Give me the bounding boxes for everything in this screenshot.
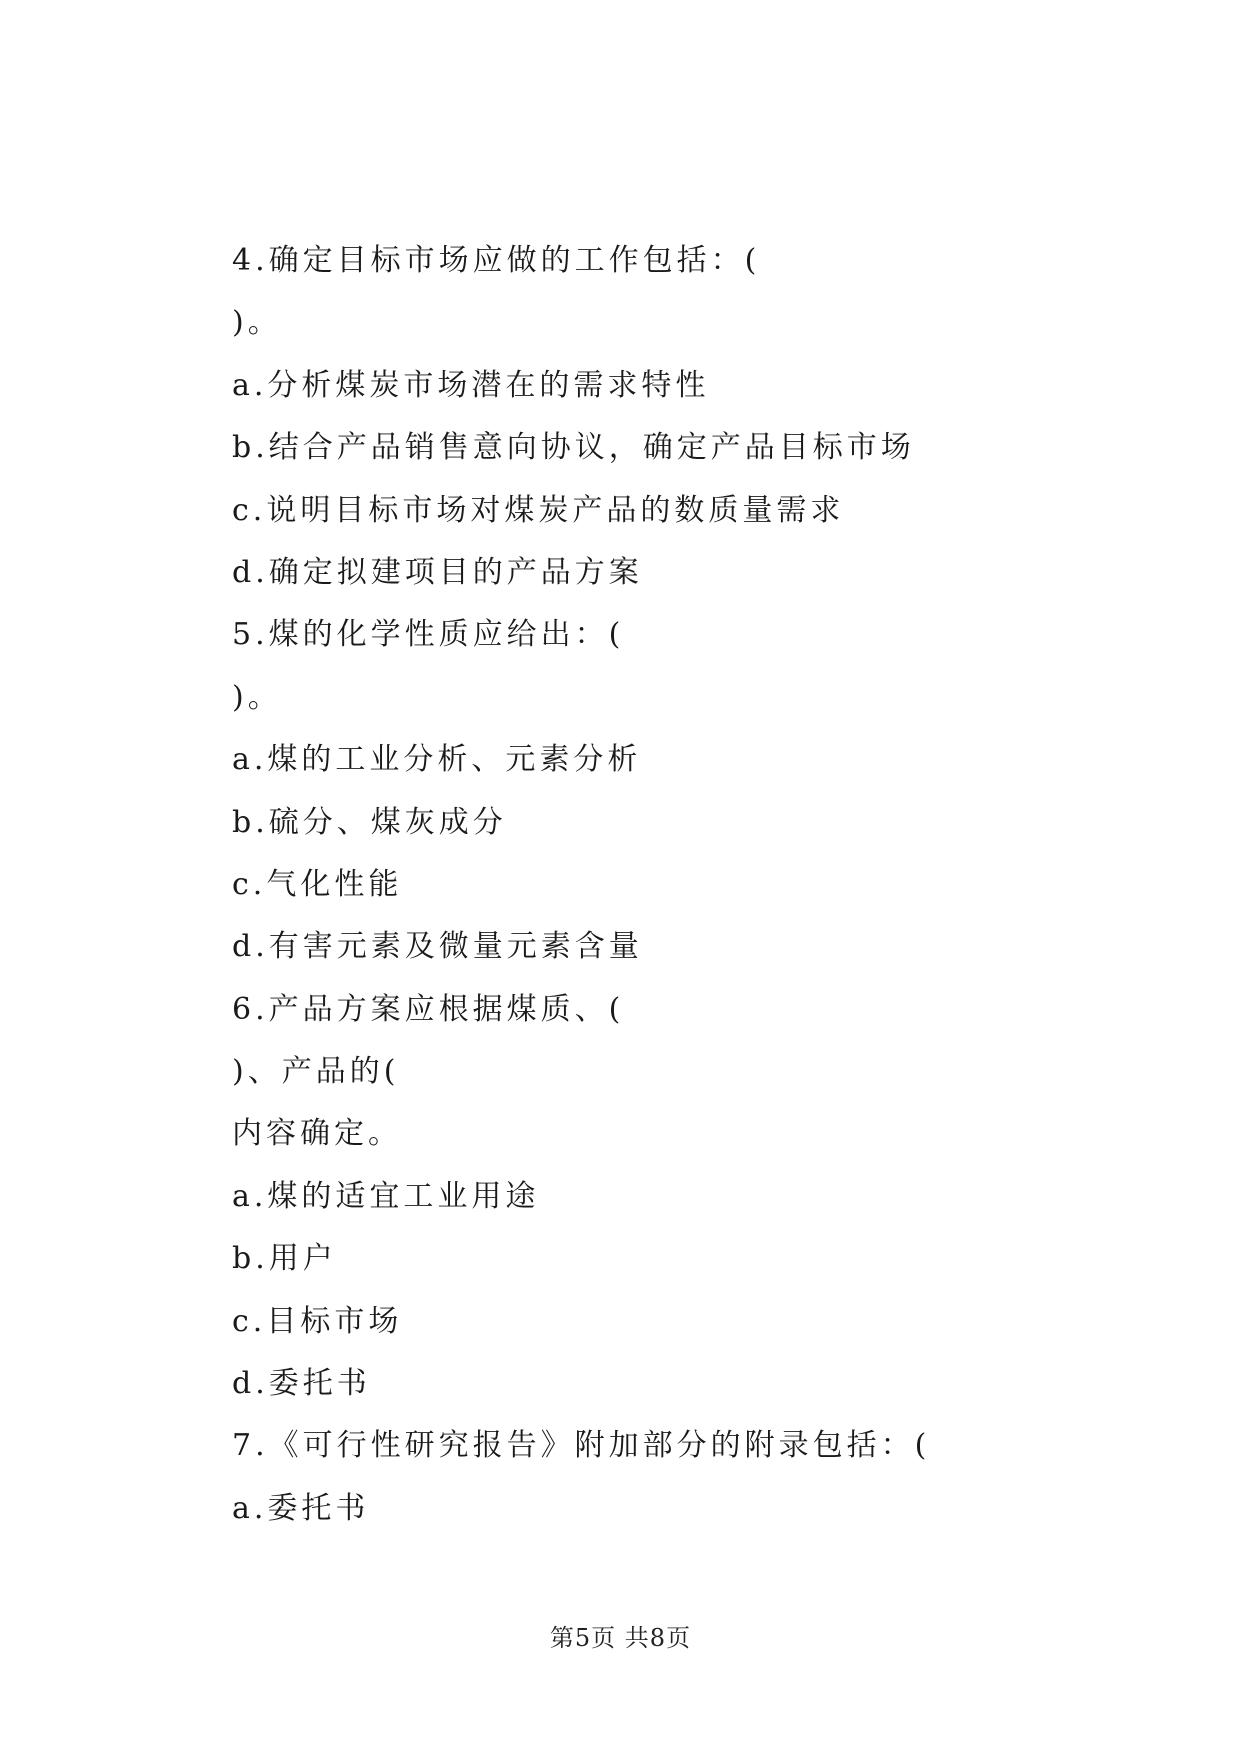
question-6-option-c: c.目标市场: [232, 1303, 403, 1339]
question-7-stem: 7.《可行性研究报告》附加部分的附录包括：(: [232, 1428, 931, 1464]
question-7-option-a: a.委托书: [232, 1490, 370, 1526]
question-4-stem: 4.确定目标市场应做的工作包括：(: [232, 243, 761, 278]
question-5-option-b: b.硫分、煤灰成分: [232, 804, 507, 840]
question-6-stem: 6.产品方案应根据煤质、(: [232, 991, 625, 1027]
question-4-option-c: c.说明目标市场对煤炭产品的数质量需求: [232, 492, 845, 528]
question-6-stem-continued: )、产品的(: [232, 1054, 400, 1090]
question-6-option-b: b.用户: [232, 1241, 337, 1277]
question-5-stem: 5.煤的化学性质应给出：(: [232, 617, 625, 653]
question-4-option-b: b.结合产品销售意向协议，确定产品目标市场: [232, 430, 915, 466]
question-6-option-a: a.煤的适宜工业用途: [232, 1178, 540, 1214]
question-4-stem-continued: )。: [232, 305, 282, 341]
question-6-stem-end: 内容确定。: [232, 1116, 402, 1152]
question-5-option-c: c.气化性能: [232, 866, 403, 902]
question-6-option-d: d.委托书: [232, 1366, 371, 1402]
page-number-footer: 第5页 共8页: [549, 1624, 692, 1652]
question-4-option-d: d.确定拟建项目的产品方案: [232, 554, 643, 590]
question-5-stem-continued: )。: [232, 679, 282, 715]
document-body: [232, 230, 1052, 1540]
question-5-option-d: d.有害元素及微量元素含量: [232, 929, 643, 965]
question-5-option-a: a.煤的工业分析、元素分析: [232, 742, 642, 778]
question-4-option-a: a.分析煤炭市场潜在的需求特性: [232, 367, 710, 403]
